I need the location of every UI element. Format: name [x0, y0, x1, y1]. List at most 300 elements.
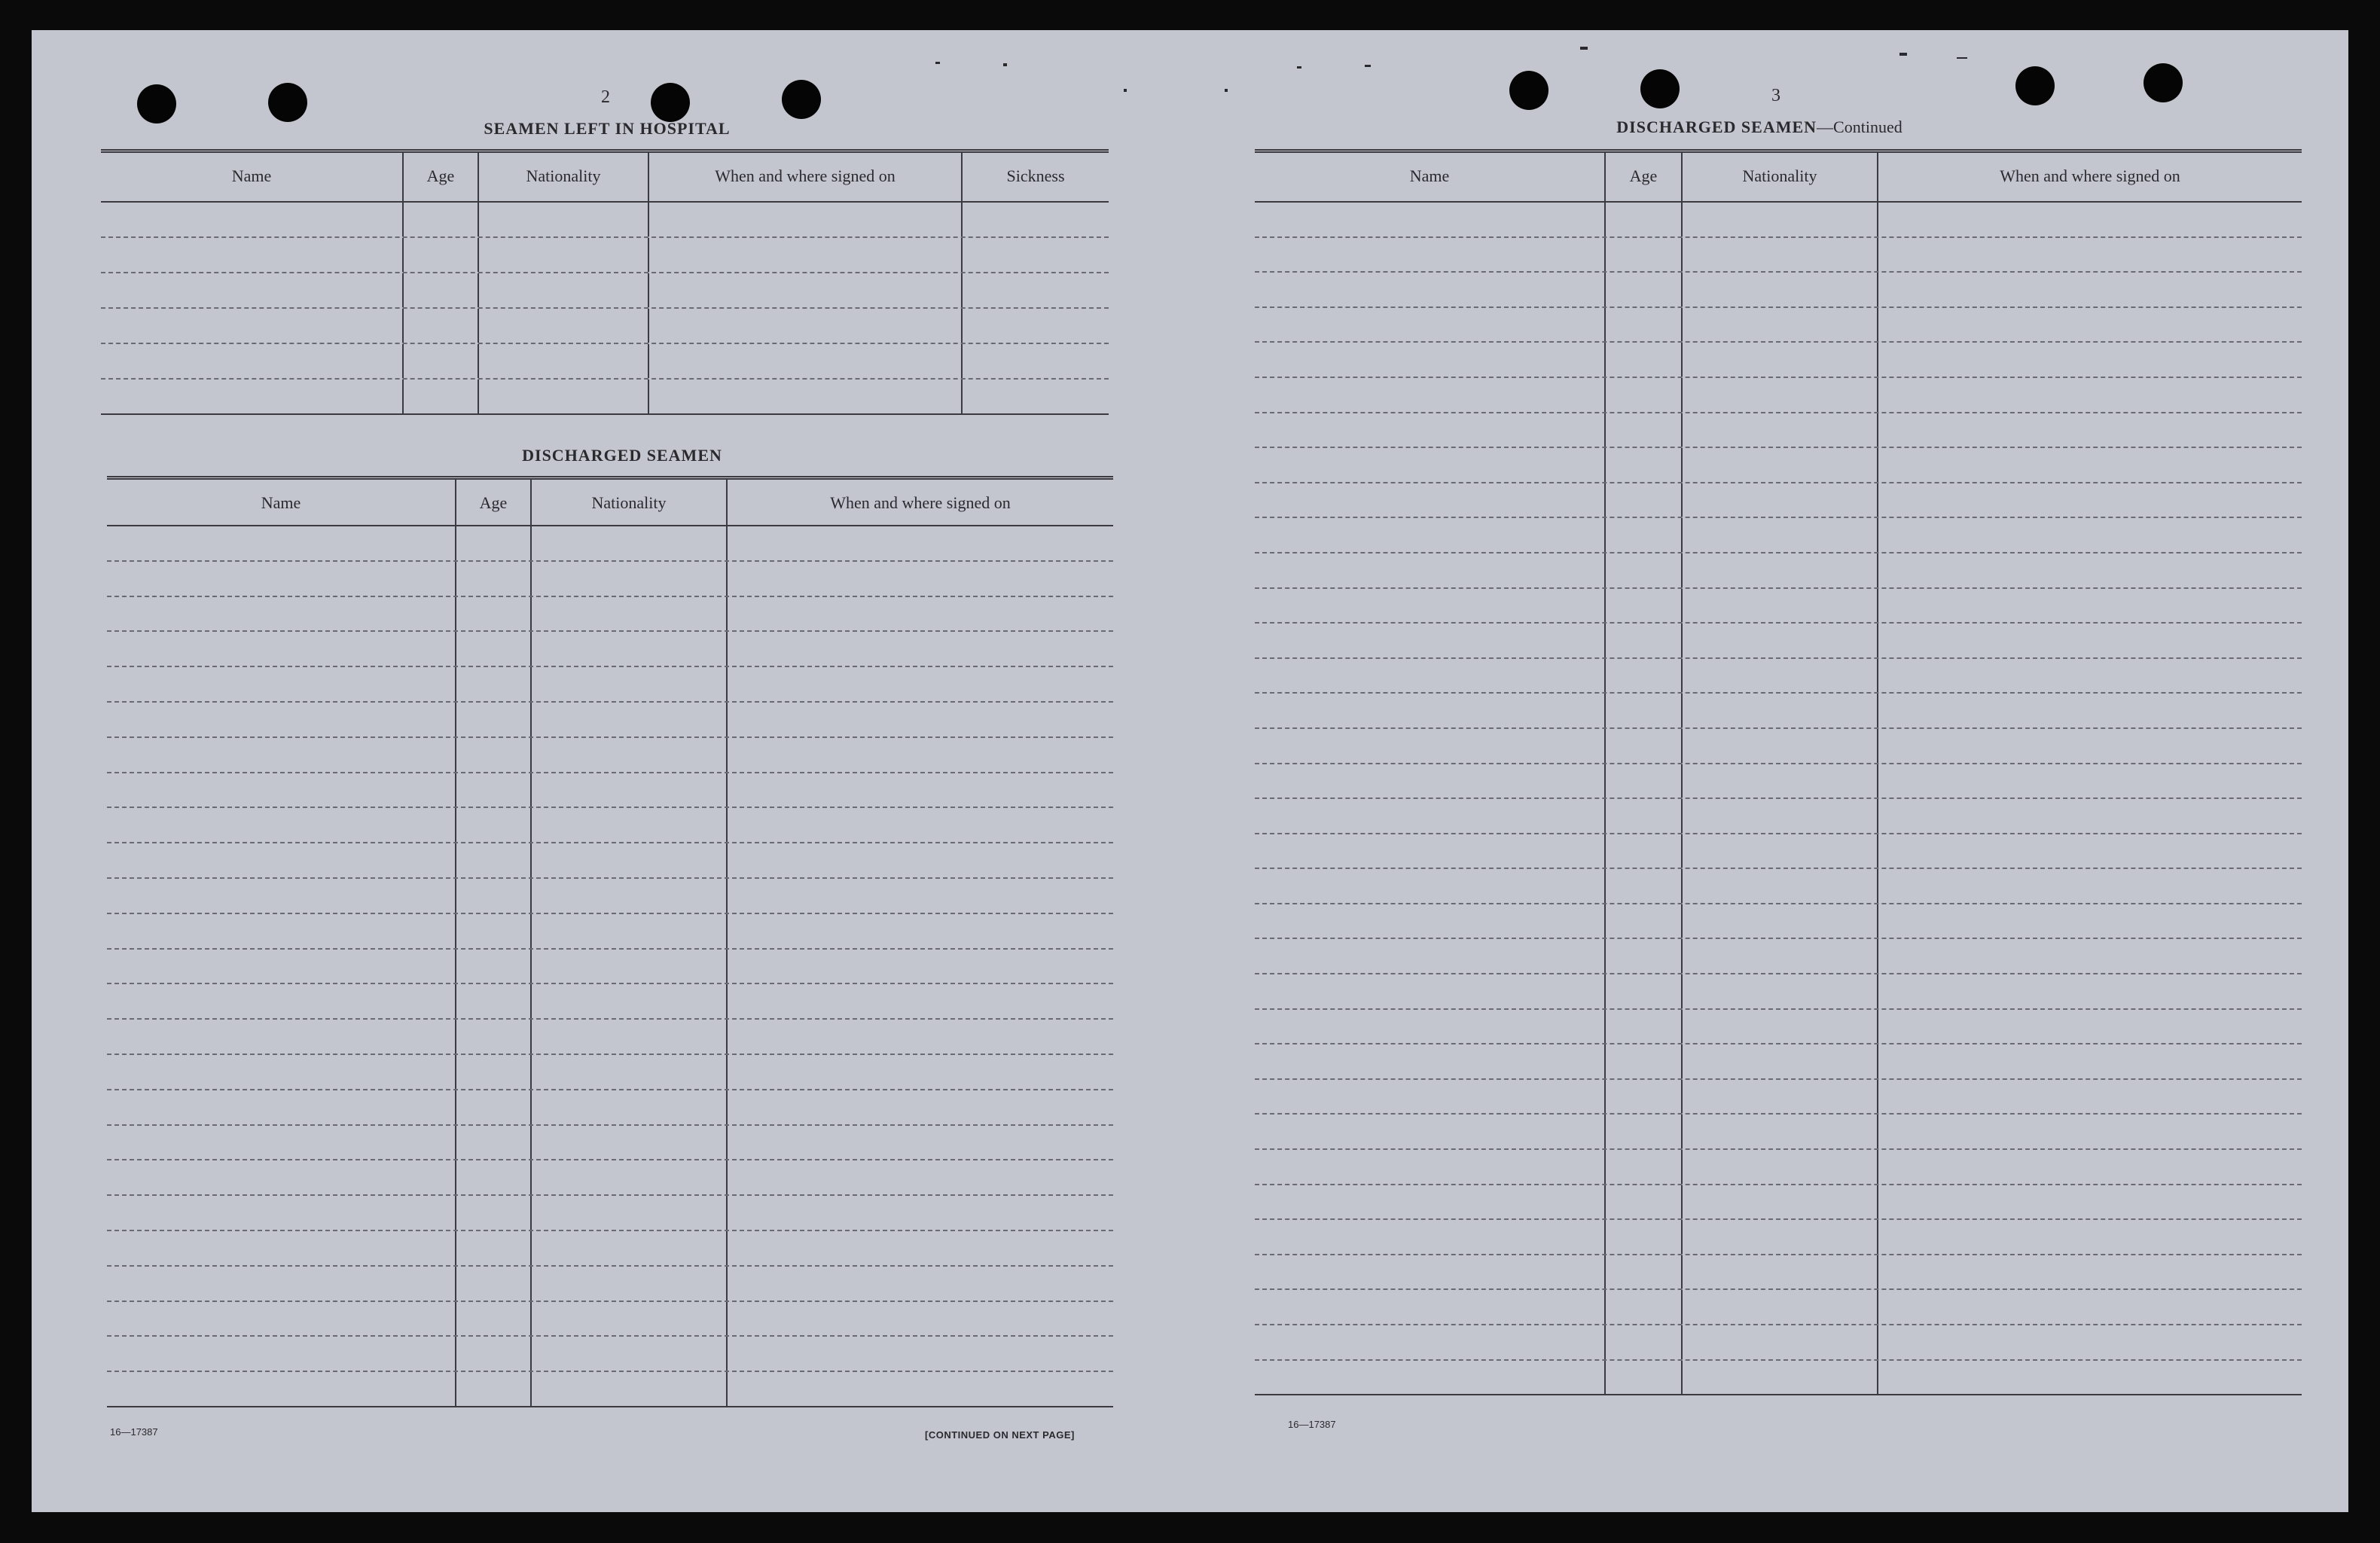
discharged-table-left-header [107, 480, 1113, 526]
age-cell [1606, 203, 1683, 236]
age-cell [1606, 1080, 1683, 1114]
name-cell [101, 309, 404, 343]
table-row [101, 380, 1109, 415]
column-header-age: Age [1606, 153, 1683, 201]
column-header-nationality: Nationality [532, 480, 728, 525]
signed-on-cell [1878, 764, 2302, 798]
table-row [107, 984, 1113, 1020]
age-cell [404, 238, 479, 272]
table-row [107, 1337, 1113, 1372]
signed-on-cell [728, 1231, 1113, 1265]
discharged-table-right-body [1255, 203, 2302, 1395]
table-row [1255, 1185, 2302, 1221]
age-cell [456, 1160, 532, 1194]
nationality-cell [532, 1090, 728, 1124]
discharged-table-left [107, 476, 1113, 1407]
nationality-cell [532, 632, 728, 666]
signed-on-cell [1878, 1361, 2302, 1395]
name-cell [1255, 448, 1606, 482]
signed-on-cell [1878, 1220, 2302, 1254]
signed-on-cell [1878, 729, 2302, 763]
table-row [107, 1090, 1113, 1126]
punch-hole [2144, 63, 2183, 102]
table-row [101, 203, 1109, 238]
table-row [107, 1126, 1113, 1161]
nationality-cell [1683, 1185, 1878, 1219]
name-cell [107, 632, 456, 666]
age-cell [1606, 308, 1683, 342]
nationality-cell [1683, 448, 1878, 482]
age-cell [456, 879, 532, 913]
nationality-cell [532, 738, 728, 772]
hospital-table-header [101, 153, 1109, 203]
table-row [1255, 589, 2302, 624]
table-row [1255, 378, 2302, 413]
nationality-cell [1683, 203, 1878, 236]
signed-on-cell [1878, 1255, 2302, 1289]
age-cell [456, 526, 532, 560]
signed-on-cell [1878, 659, 2302, 693]
age-cell [1606, 1010, 1683, 1044]
nationality-cell [1683, 589, 1878, 623]
speck [1003, 63, 1007, 66]
nationality-cell [532, 914, 728, 948]
age-cell [1606, 1325, 1683, 1359]
nationality-cell [532, 984, 728, 1018]
age-cell [1606, 343, 1683, 377]
age-cell [1606, 764, 1683, 798]
age-cell [456, 1196, 532, 1230]
age-cell [456, 667, 532, 701]
age-cell [1606, 1115, 1683, 1148]
column-header-name: Name [107, 480, 456, 525]
signed-on-cell [1878, 448, 2302, 482]
signed-on-cell [1878, 1044, 2302, 1078]
age-cell [1606, 518, 1683, 552]
name-cell [107, 597, 456, 631]
age-cell [1606, 483, 1683, 517]
nationality-cell [1683, 1080, 1878, 1114]
nationality-cell [1683, 764, 1878, 798]
signed-on-cell [728, 703, 1113, 736]
signed-on-cell [1878, 904, 2302, 938]
age-cell [404, 203, 479, 236]
speck [1365, 65, 1371, 67]
table-row [107, 1196, 1113, 1231]
signed-on-cell [728, 1020, 1113, 1054]
age-cell [456, 738, 532, 772]
table-row [1255, 694, 2302, 729]
sickness-cell [963, 309, 1109, 343]
name-cell [1255, 378, 1606, 412]
signed-on-cell [728, 843, 1113, 877]
speck [935, 62, 940, 64]
age-cell [456, 808, 532, 842]
table-row [101, 344, 1109, 380]
signed-on-cell [1878, 939, 2302, 973]
table-row [107, 526, 1113, 562]
speck [1225, 89, 1228, 92]
nationality-cell [1683, 553, 1878, 587]
table-row [1255, 1010, 2302, 1045]
name-cell [107, 526, 456, 560]
name-cell [1255, 799, 1606, 833]
signed-on-cell [1878, 1325, 2302, 1359]
column-header-signed-on: When and where signed on [2000, 166, 2180, 185]
signed-on-cell [649, 238, 963, 272]
table-row [107, 738, 1113, 773]
table-row [107, 1160, 1113, 1196]
name-cell [1255, 518, 1606, 552]
name-cell [107, 1126, 456, 1160]
nationality-cell [1683, 1115, 1878, 1148]
signed-on-cell [728, 526, 1113, 560]
table-row [1255, 1255, 2302, 1291]
age-cell [456, 1090, 532, 1124]
speck [1297, 66, 1301, 69]
age-cell [1606, 694, 1683, 727]
table-row [1255, 1150, 2302, 1185]
nationality-cell [1683, 659, 1878, 693]
name-cell [1255, 273, 1606, 306]
age-cell [456, 632, 532, 666]
name-cell [107, 667, 456, 701]
signed-on-cell [728, 597, 1113, 631]
signed-on-cell [1878, 1080, 2302, 1114]
speck [1957, 57, 1967, 59]
signed-on-cell [728, 562, 1113, 596]
table-row [107, 950, 1113, 985]
age-cell [404, 344, 479, 378]
punch-hole [1509, 71, 1549, 110]
nationality-cell [1683, 1010, 1878, 1044]
continued-note: [CONTINUED ON NEXT PAGE] [925, 1429, 1075, 1441]
discharged-table-right [1255, 149, 2302, 1395]
name-cell [1255, 904, 1606, 938]
name-cell [107, 562, 456, 596]
nationality-cell [479, 344, 649, 378]
name-cell [1255, 1150, 1606, 1184]
name-cell [107, 1020, 456, 1054]
nationality-cell [532, 1372, 728, 1406]
name-cell [1255, 238, 1606, 272]
signed-on-cell [1878, 834, 2302, 868]
nationality-cell [532, 808, 728, 842]
age-cell [1606, 939, 1683, 973]
age-cell [456, 773, 532, 807]
nationality-cell [532, 1126, 728, 1160]
form-number: 16—17387 [110, 1426, 158, 1438]
signed-on-cell [1878, 1150, 2302, 1184]
nationality-cell [1683, 624, 1878, 657]
name-cell [107, 1090, 456, 1124]
table-row [107, 843, 1113, 879]
table-row [1255, 238, 2302, 273]
nationality-cell [479, 273, 649, 307]
age-cell [456, 1267, 532, 1301]
name-cell [1255, 1080, 1606, 1114]
signed-on-cell [728, 1302, 1113, 1336]
nationality-cell [1683, 413, 1878, 447]
name-cell [107, 843, 456, 877]
nationality-cell [1683, 939, 1878, 973]
name-cell [1255, 1010, 1606, 1044]
name-cell [1255, 1115, 1606, 1148]
name-cell [107, 984, 456, 1018]
signed-on-cell [1878, 238, 2302, 272]
nationality-cell [1683, 799, 1878, 833]
column-header-sickness: Sickness [1006, 166, 1065, 185]
age-cell [1606, 799, 1683, 833]
nationality-cell [532, 1267, 728, 1301]
name-cell [101, 238, 404, 272]
name-cell [107, 808, 456, 842]
age-cell [1606, 448, 1683, 482]
nationality-cell [479, 309, 649, 343]
nationality-cell [1683, 974, 1878, 1008]
age-cell [1606, 589, 1683, 623]
signed-on-cell [728, 1196, 1113, 1230]
name-cell [107, 1231, 456, 1265]
discharged-continued-title-text: DISCHARGED SEAMEN [1616, 117, 1817, 136]
name-cell [101, 380, 404, 413]
signed-on-cell [1878, 413, 2302, 447]
form-number: 16—17387 [1288, 1419, 1336, 1430]
age-cell [1606, 659, 1683, 693]
discharged-table-right-header [1255, 153, 2302, 203]
table-row [1255, 624, 2302, 659]
name-cell [1255, 834, 1606, 868]
signed-on-cell [728, 1267, 1113, 1301]
punch-hole [651, 83, 690, 122]
signed-on-cell [649, 273, 963, 307]
sickness-cell [963, 344, 1109, 378]
age-cell [1606, 624, 1683, 657]
table-row [1255, 764, 2302, 800]
page-number: 3 [1771, 86, 1780, 105]
name-cell [1255, 694, 1606, 727]
signed-on-cell [1878, 869, 2302, 903]
nationality-cell [1683, 694, 1878, 727]
table-row [1255, 869, 2302, 904]
table-row [107, 703, 1113, 738]
nationality-cell [532, 667, 728, 701]
punch-hole [268, 83, 307, 122]
document-sheet [32, 30, 2348, 1512]
discharged-continued-title [1616, 117, 1902, 137]
signed-on-cell [728, 632, 1113, 666]
nationality-cell [1683, 834, 1878, 868]
table-row [1255, 308, 2302, 343]
signed-on-cell [728, 808, 1113, 842]
nationality-cell [1683, 308, 1878, 342]
name-cell [107, 1302, 456, 1336]
name-cell [107, 1267, 456, 1301]
table-row [1255, 1220, 2302, 1255]
age-cell [456, 950, 532, 983]
signed-on-cell [649, 344, 963, 378]
age-cell [1606, 1290, 1683, 1324]
punch-hole [782, 80, 821, 119]
name-cell [107, 914, 456, 948]
age-cell [456, 1055, 532, 1089]
name-cell [107, 1055, 456, 1089]
name-cell [1255, 308, 1606, 342]
nationality-cell [479, 238, 649, 272]
sickness-cell [963, 273, 1109, 307]
table-row [1255, 203, 2302, 238]
name-cell [1255, 343, 1606, 377]
age-cell [456, 1372, 532, 1406]
table-row [1255, 904, 2302, 940]
hospital-section-title: SEAMEN LEFT IN HOSPITAL [484, 119, 731, 138]
age-cell [1606, 1150, 1683, 1184]
name-cell [1255, 1255, 1606, 1289]
age-cell [456, 703, 532, 736]
signed-on-cell [728, 773, 1113, 807]
speck [1899, 53, 1907, 56]
nationality-cell [532, 1337, 728, 1371]
table-row [1255, 939, 2302, 974]
table-row [1255, 1115, 2302, 1150]
table-row [107, 1267, 1113, 1302]
age-cell [1606, 1220, 1683, 1254]
age-cell [456, 914, 532, 948]
name-cell [1255, 939, 1606, 973]
table-row [107, 773, 1113, 809]
signed-on-cell [728, 950, 1113, 983]
age-cell [1606, 904, 1683, 938]
name-cell [107, 1337, 456, 1371]
name-cell [107, 1196, 456, 1230]
signed-on-cell [728, 1055, 1113, 1089]
table-row [1255, 448, 2302, 483]
nationality-cell [1683, 1220, 1878, 1254]
page-number: 2 [601, 87, 610, 107]
nationality-cell [1683, 1361, 1878, 1395]
table-row [1255, 1361, 2302, 1396]
table-row [107, 879, 1113, 914]
table-row [107, 597, 1113, 633]
nationality-cell [1683, 518, 1878, 552]
table-row [1255, 799, 2302, 834]
name-cell [1255, 1185, 1606, 1219]
signed-on-cell [728, 1372, 1113, 1406]
discharged-section-title: DISCHARGED SEAMEN [522, 446, 722, 465]
age-cell [1606, 553, 1683, 587]
table-row [107, 1055, 1113, 1090]
signed-on-cell [1878, 1010, 2302, 1044]
nationality-cell [1683, 904, 1878, 938]
punch-hole [1640, 69, 1680, 108]
sickness-cell [963, 203, 1109, 236]
table-row [1255, 1080, 2302, 1115]
name-cell [107, 773, 456, 807]
nationality-cell [1683, 729, 1878, 763]
age-cell [456, 1231, 532, 1265]
name-cell [107, 1372, 456, 1406]
age-cell [404, 380, 479, 413]
name-cell [1255, 203, 1606, 236]
signed-on-cell [1878, 589, 2302, 623]
table-row [101, 273, 1109, 309]
age-cell [1606, 729, 1683, 763]
name-cell [1255, 1325, 1606, 1359]
name-cell [1255, 483, 1606, 517]
name-cell [107, 950, 456, 983]
table-row [1255, 483, 2302, 519]
column-header-signed-on: When and where signed on [830, 493, 1011, 512]
signed-on-cell [728, 914, 1113, 948]
signed-on-cell [649, 309, 963, 343]
nationality-cell [1683, 1044, 1878, 1078]
table-row [1255, 413, 2302, 449]
age-cell [456, 1126, 532, 1160]
table-row [1255, 974, 2302, 1010]
punch-hole [137, 84, 176, 124]
table-row [1255, 729, 2302, 764]
name-cell [107, 703, 456, 736]
name-cell [1255, 1290, 1606, 1324]
column-header-age: Age [404, 153, 479, 201]
column-header-age: Age [456, 480, 532, 525]
nationality-cell [532, 1055, 728, 1089]
age-cell [404, 309, 479, 343]
age-cell [1606, 413, 1683, 447]
table-row [107, 1372, 1113, 1407]
signed-on-cell [1878, 799, 2302, 833]
table-row [101, 309, 1109, 344]
table-row [1255, 1290, 2302, 1325]
table-row [101, 238, 1109, 273]
table-row [107, 632, 1113, 667]
table-row [107, 562, 1113, 597]
nationality-cell [1683, 869, 1878, 903]
signed-on-cell [1878, 273, 2302, 306]
name-cell [101, 344, 404, 378]
nationality-cell [532, 526, 728, 560]
nationality-cell [1683, 273, 1878, 306]
column-header-name: Name [1255, 153, 1606, 201]
name-cell [107, 1160, 456, 1194]
age-cell [456, 984, 532, 1018]
sickness-cell [963, 380, 1109, 413]
table-row [1255, 659, 2302, 694]
signed-on-cell [1878, 343, 2302, 377]
signed-on-cell [1878, 553, 2302, 587]
nationality-cell [1683, 343, 1878, 377]
punch-hole [2015, 66, 2055, 105]
name-cell [1255, 589, 1606, 623]
age-cell [456, 1020, 532, 1054]
age-cell [1606, 869, 1683, 903]
age-cell [1606, 1044, 1683, 1078]
age-cell [1606, 834, 1683, 868]
signed-on-cell [728, 738, 1113, 772]
continued-suffix: —Continued [1817, 117, 1902, 136]
nationality-cell [479, 203, 649, 236]
nationality-cell [1683, 378, 1878, 412]
table-row [107, 1020, 1113, 1055]
signed-on-cell [728, 1160, 1113, 1194]
nationality-cell [532, 773, 728, 807]
speck [1124, 89, 1127, 92]
age-cell [1606, 1255, 1683, 1289]
signed-on-cell [1878, 483, 2302, 517]
age-cell [456, 1302, 532, 1336]
signed-on-cell [1878, 694, 2302, 727]
nationality-cell [1683, 1325, 1878, 1359]
